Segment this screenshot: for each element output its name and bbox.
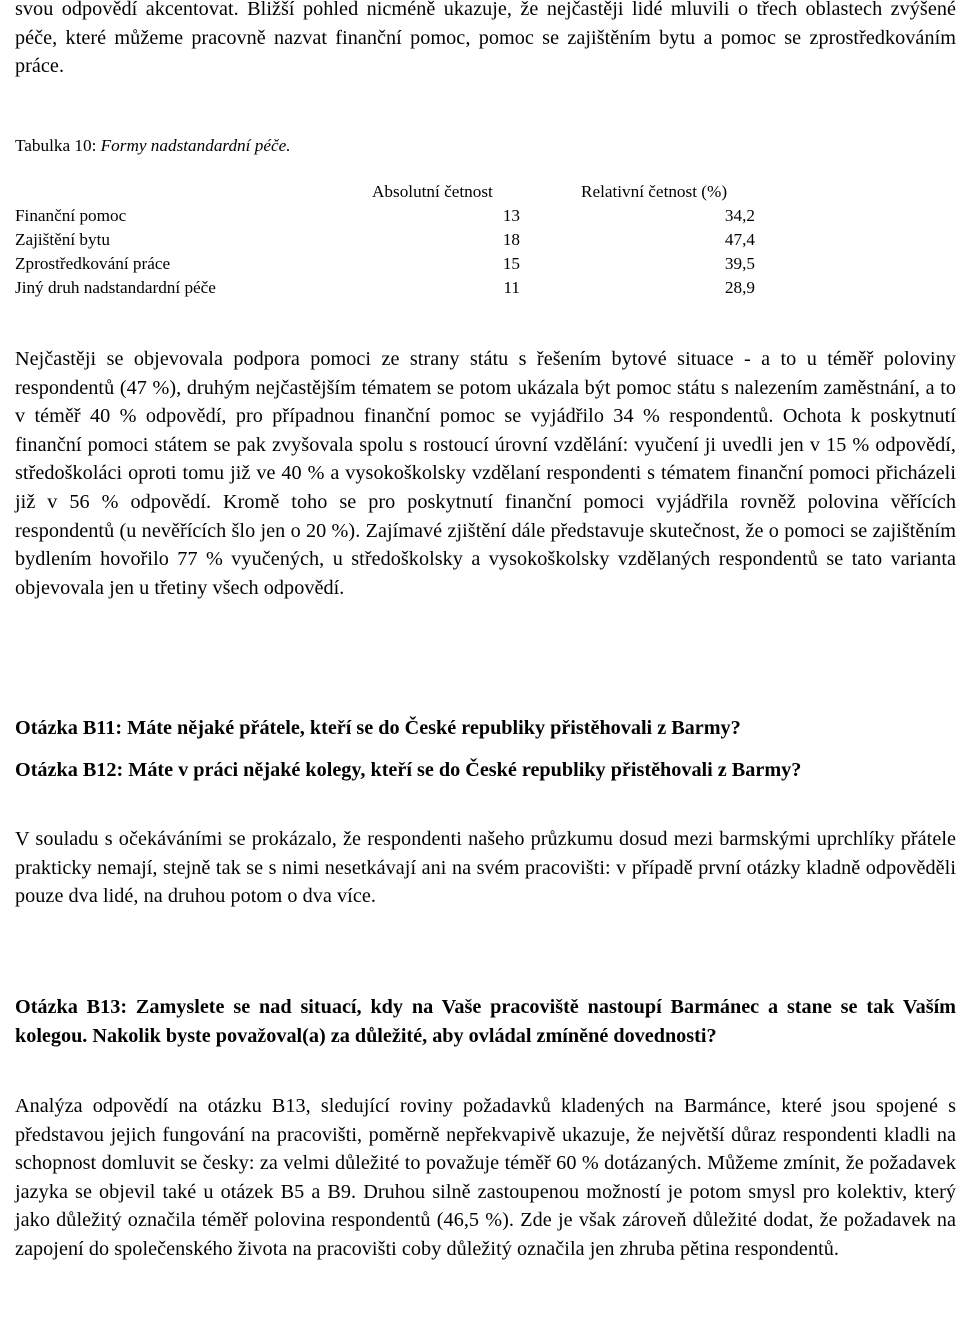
intro-paragraph: svou odpovědí akcentovat. Bližší pohled nicméně ukazuje, že nejčastěji lidé mluvili o třech oblastech zvýšené péče, které můžeme pracovně nazvat finanční pomoc, pomoc se zajištěním bytu a pomoc se zprostředkováním práce. [15,0,956,78]
row-absolute: 18 [502,230,520,249]
question-b13-heading: Otázka B13: Zamyslete se nad situací, kdy na Vaše pracoviště nastoupí Barmánec a stane se tak Vaším kolegou. Nakolik byste považoval(a) za důležité, aby ovládal zmíněné dovednosti? [15,996,956,1047]
row-absolute: 15 [502,254,520,273]
row-absolute: 11 [503,278,520,297]
frequency-table [15,180,755,300]
table-row [15,204,755,228]
table-row [15,276,755,300]
header-relative: Relativní četnost (%) [581,182,728,201]
table-header-row [15,180,755,204]
table-caption-title: Formy nadstandardní péče. [100,136,291,155]
table-caption [15,135,291,157]
table-row [15,228,755,252]
table-row [15,252,755,276]
row-absolute: 13 [502,206,520,225]
row-relative: 47,4 [724,230,755,249]
question-b12-heading: Otázka B12: Máte v práci nějaké kolegy, kteří se do České republiky přistěhovali z Barmy? [15,759,802,781]
row-label: Finanční pomoc [15,206,127,225]
row-label: Jiný druh nadstandardní péče [15,278,216,297]
question-b11-heading: Otázka B11: Máte nějaké přátele, kteří se do České republiky přistěhovali z Barmy? [15,717,741,739]
row-label: Zajištění bytu [15,230,110,249]
row-relative: 28,9 [724,278,755,297]
row-label: Zprostředkování práce [15,254,171,273]
row-relative: 39,5 [724,254,755,273]
b11-b12-paragraph: V souladu s očekáváními se prokázalo, že respondenti našeho průzkumu dosud mezi barmskými uprchlíky přátele prakticky nemají, stejně tak se s nimi nesetkávají ani na svém pracovišti: v případě první otázky kladně odpověděli pouze dva lidé, na druhou potom o dva více. [15,828,956,908]
row-relative: 34,2 [724,206,755,225]
b13-paragraph: Analýza odpovědí na otázku B13, sledující roviny požadavků kladených na Barmánce, které jsou spojené s představou jejich fungování na pracovišti, poměrně nepřekvapivě ukazuje, že největší důraz respondenti kladli na schopnost domluvit se česky: za velmi důležité to považuje téměř 60 % dotázaných. Můžeme zmínit, že požadavek jazyka se objevil také u otázek B5 a B9. Druhou silně zastoupenou možností je potom smysl pro kolektiv, který jako důležitý označila téměř polovina respondentů (46,5 %). Zde je však zároveň důležité dodat, že požadavek na zapojení do společenského života na pracovišti coby důležitý označila jen zhruba pětina respondentů. [15,1095,956,1260]
table-caption-prefix: Tabulka 10: [15,136,101,155]
header-absolute: Absolutní četnost [372,182,493,201]
support-paragraph: Nejčastěji se objevovala podpora pomoci ze strany státu s řešením bytové situace - a to u téměř poloviny respondentů (47 %), druhým nejčastějším tématem se potom ukázala být pomoc státu s nalezením zaměstnání, a to v téměř 40 % odpovědí, pro případnou finanční pomoc se vyjádřilo 34 % respondentů. Ochota k poskytnutí finanční pomoci státem se pak zvyšovala spolu s rostoucí úrovní vzdělání: vyučení ji uvedli jen v 15 % odpovědí, středoškoláci oproti tomu již ve 40 % a vysokoškolsky vzdělaní respondenti s tématem finanční pomoci přicházeli již v 56 % odpovědí. Kromě toho se pro poskytnutí finanční pomoci vyjádřila rovněž polovina věřících respondentů (u nevěřících šlo jen o 20 %). Zajímavé zjištění dále představuje skutečnost, že o pomoci se zajištěním bydlením hovořilo 77 % vyučených, u středoškolsky a vysokoškolsky vzdělaných respondentů se tato varianta objevovala jen u třetiny všech odpovědí. [15,348,956,599]
